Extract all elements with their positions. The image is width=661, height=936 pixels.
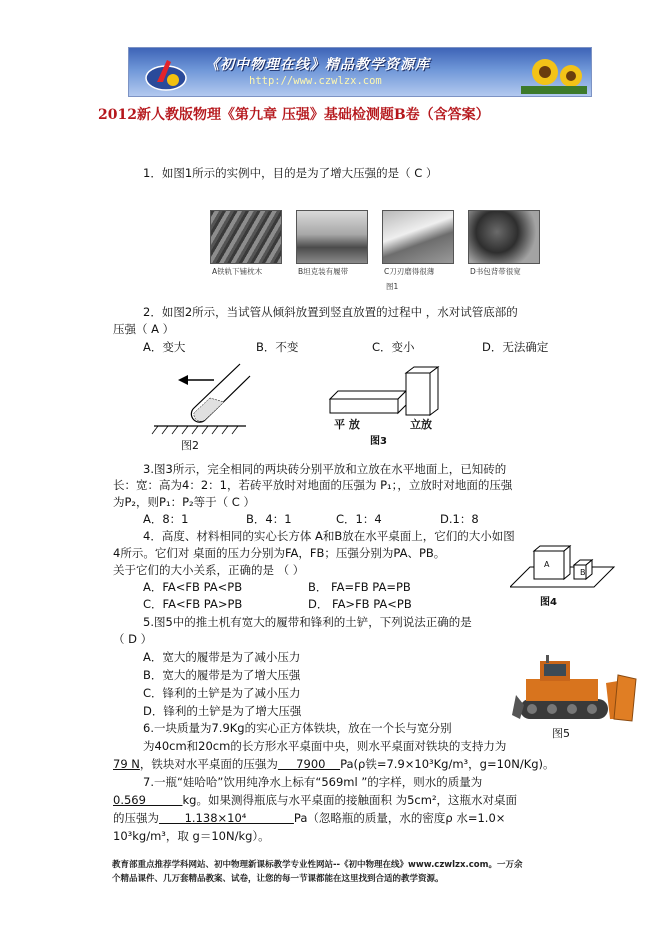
q4-option-b: B． FA=FB PA=PB [308, 580, 411, 594]
q4-option-c: C．FA<FB PA>PB [143, 597, 243, 611]
q3-option-d: D.1：8 [440, 512, 479, 526]
block-a-label: A [544, 560, 550, 569]
q7-line2 [113, 793, 517, 808]
q3-option-a: A．8：1 [143, 512, 189, 526]
fig2-label: 图2 [181, 439, 199, 452]
q6-line2: 为40cm和20cm的长方形水平桌面中央，则水平桌面对铁块的支持力为 [143, 739, 507, 753]
q3-line3: 为P₂，则P₁：P₂等于（ C ） [113, 495, 255, 509]
caption-a: A铁轨下铺枕木 [212, 267, 263, 276]
fig1-label: 图1 [386, 282, 399, 291]
photo-knife [382, 210, 454, 264]
footer-line1: 教育部重点推荐学科网站、初中物理新课标教学专业性网站--《初中物理在线》www.czwlzx.com。一万余 [112, 860, 523, 870]
footer-line2: 个精品课件、几万套精品教案、试卷，让您的每一节课都能在这里找到合适的教学资源。 [112, 874, 444, 884]
q7-line3-part2: Pa（忽略瓶的质量，水的密度ρ 水=1.0× [293, 811, 506, 825]
caption-c: C刀刃磨得很薄 [384, 267, 435, 276]
q2-option-a: A．变大 [143, 340, 186, 354]
q7-answer-pressure: 1.138×10⁴ [159, 811, 294, 825]
q3-line1: 3.图3所示，完全相同的两块砖分别平放和立放在水平地面上，已知砖的 [143, 462, 507, 476]
q2-line1: 2．如图2所示，当试管从倾斜放置到竖直放置的过程中 ，水对试管底部的 [143, 305, 518, 319]
fig3-label: 图3 [370, 436, 387, 447]
document-title: 2012新人教版物理《第九章 压强》基础检测题B卷（含答案） [98, 107, 490, 123]
block-b-label: B [580, 568, 586, 577]
header-banner [128, 47, 592, 97]
q6-answer-pressure: 7900 [277, 757, 341, 771]
q7-line1: 7.一瓶“娃哈哈”饮用纯净水上标有“569ml ”的字样，则水的质量为 [143, 775, 483, 789]
q4-option-d: D． FA>FB PA<PB [308, 597, 412, 611]
q1-text: 1．如图1所示的实例中，目的是为了增大压强的是（ C ） [143, 166, 438, 180]
q5-line1: 5.图5中的推土机有宽大的履带和锋利的土铲，下列说法正确的是 [143, 615, 472, 629]
test-tube-diagram [150, 360, 260, 440]
q7-line3 [113, 811, 505, 826]
bulldozer-image [510, 655, 640, 727]
q5-option-b: B．宽大的履带是为了增大压强 [143, 668, 301, 682]
q7-line4: 10³kg/m³，取 g＝10N/kg）。 [113, 829, 270, 843]
q7-answer-mass: 0.569 [113, 793, 183, 807]
fig3-upright-label: 立放 [410, 418, 432, 431]
q5-option-a: A．宽大的履带是为了减小压力 [143, 650, 301, 664]
q6-answer-force: 79 N [113, 757, 140, 771]
photo-tank [296, 210, 368, 264]
q4-line2: 4所示。它们对 桌面的压力分别为FA，FB；压强分别为PA、PB。 [113, 546, 446, 560]
blocks-diagram [510, 545, 620, 595]
photo-rail-ties [210, 210, 282, 264]
photo-backpack [468, 210, 540, 264]
q4-line3: 关于它们的大小关系，正确的是 （ ） [113, 563, 305, 577]
sunflower-icon [521, 52, 587, 94]
site-logo-icon [143, 52, 189, 92]
q4-line1: 4．高度、材料相同的实心长方体 A和B放在水平桌面上，它们的大小如图 [143, 529, 515, 543]
caption-b: B坦克装有履带 [298, 267, 349, 276]
fig3-flat-label: 平 放 [334, 418, 360, 431]
q2-line2: 压强（ A ） [113, 322, 175, 336]
q6-line3 [113, 757, 555, 772]
banner-title: 《初中物理在线》精品教学资源库 [205, 57, 430, 73]
q6-line3-part1: ，铁块对水平桌面的压强为 [139, 757, 278, 771]
banner-url[interactable]: http://www.czwlzx.com [249, 75, 382, 87]
fig5-label: 图5 [552, 727, 570, 740]
q2-option-b: B．不变 [256, 340, 299, 354]
q7-line2-text: kg。如果测得瓶底与水平桌面的接触面积 为5cm²，这瓶水对桌面 [182, 793, 518, 807]
q5-line2: （ D ） [113, 632, 153, 646]
q2-option-c: C．变小 [372, 340, 415, 354]
q3-option-b: B．4：1 [246, 512, 292, 526]
q2-option-d: D．无法确定 [482, 340, 549, 354]
q3-option-c: C．1：4 [336, 512, 382, 526]
q4-line2-text: 4所示。它们对 桌面的压力分别为F [113, 546, 291, 560]
q5-option-c: C．锋利的土铲是为了减小压力 [143, 686, 301, 700]
q6-line1: 6.一块质量为7.9Kg的实心正方体铁块，放在一个长与宽分别 [143, 721, 452, 735]
caption-d: D书包背带很宽 [470, 267, 521, 276]
q7-line3-part1: 的压强为 [113, 811, 159, 825]
q6-line3-part2: Pa(ρ铁=7.9×10³Kg/m³，g=10N/Kg)。 [340, 757, 555, 771]
q5-option-d: D．锋利的土铲是为了增大压强 [143, 704, 302, 718]
bricks-diagram [326, 365, 446, 425]
q3-line2: 长：宽：高为4：2：1，若砖平放时对地面的压强为 P₁；，立放时对地面的压强 [113, 478, 513, 492]
q4-option-a: A．FA<FB PA<PB [143, 580, 243, 594]
fig4-label: 图4 [540, 597, 557, 608]
